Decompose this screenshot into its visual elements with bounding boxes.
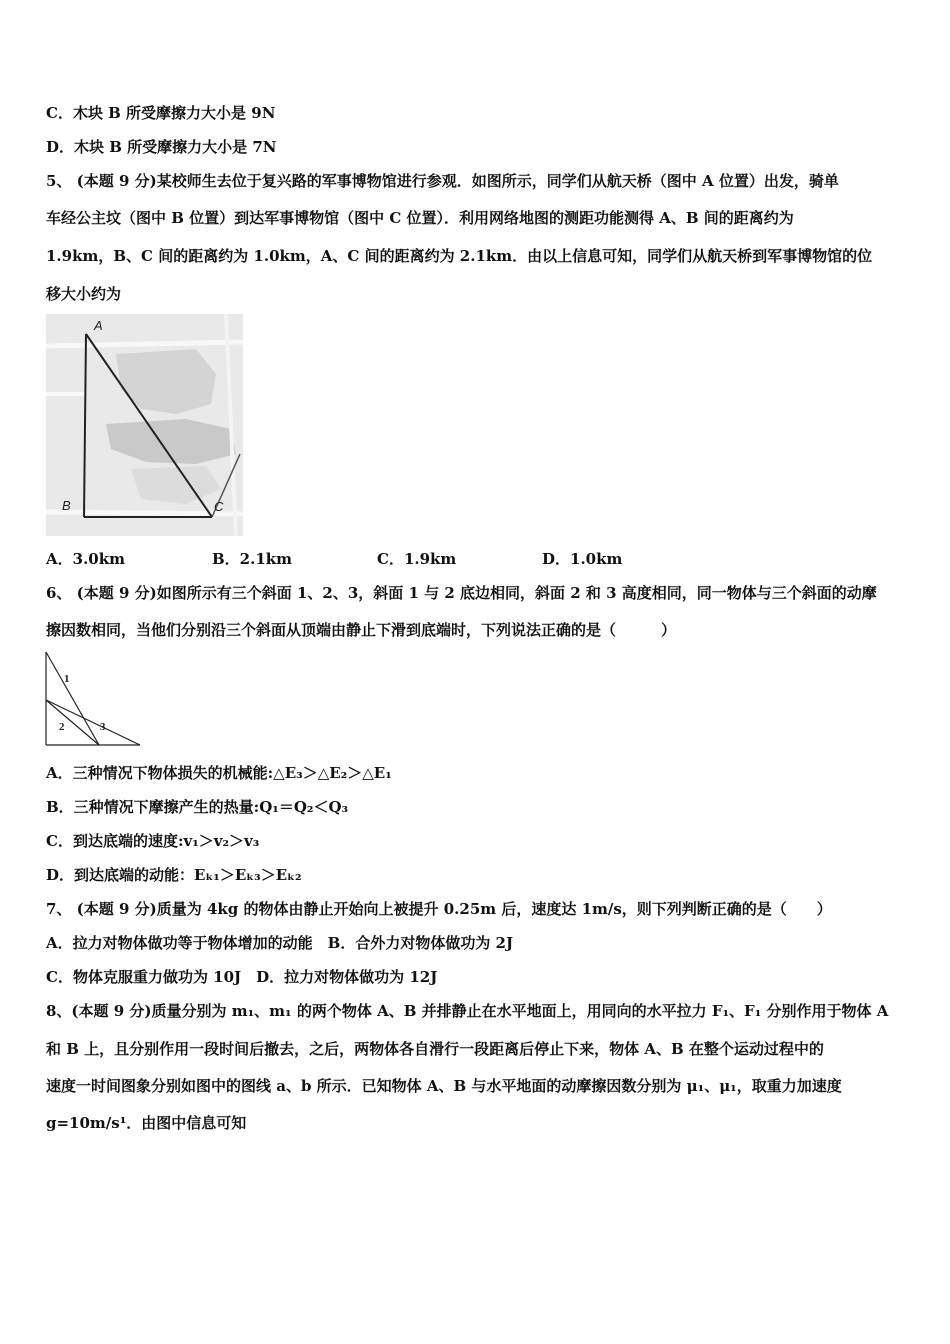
q6-option-b: B．三种情况下摩擦产生的热量:Q₁＝Q₂＜Q₃	[46, 798, 349, 816]
incline-label-3: 3	[100, 721, 106, 733]
q5-text-line2: 车经公主坟（图中 B 位置）到达军事博物馆（图中 C 位置）．利用网络地图的测距功能测得 A、B 间的距离约为	[46, 209, 794, 227]
q5-choice-a: A．3.0km	[46, 550, 125, 568]
q7-options-cd: C．物体克服重力做功为 10J D．拉力对物体做功为 12J	[46, 968, 438, 986]
q6-option-c: C．到达底端的速度:v₁＞v₂＞v₃	[46, 832, 260, 850]
q6-text-line2: 擦因数相同，当他们分别沿三个斜面从顶端由静止下滑到底端时，下列说法正确的是（ ）	[46, 621, 677, 639]
q4-option-d: D．木块 B 所受摩擦力大小是 7N	[46, 138, 277, 156]
incline-label-1: 1	[64, 673, 70, 685]
q5-choice-b: B．2.1km	[212, 550, 293, 568]
q5-text-line1: 5、 (本题 9 分)某校师生去位于复兴路的军事博物馆进行参观．如图所示，同学们从航天桥（图中 A 位置）出发，骑单	[46, 172, 839, 190]
q7-text-line1: 7、 (本题 9 分)质量为 4kg 的物体由静止开始向上被提升 0.25m 后，速度达 1m/s，则下列判断正确的是（ ）	[46, 900, 832, 918]
incline-label-2: 2	[59, 721, 65, 733]
q8-text-line1: 8、(本题 9 分)质量分别为 m₁、m₁ 的两个物体 A、B 并排静止在水平地面上，用同向的水平拉力 F₁、F₁ 分别作用于物体 A	[46, 1002, 889, 1020]
q8-text-line4: g=10m/s¹．由图中信息可知	[46, 1114, 247, 1132]
q6-option-a: A．三种情况下物体损失的机械能:△E₃＞△E₂＞△E₁	[46, 764, 392, 782]
map-figure	[46, 314, 243, 536]
q5-choice-c: C．1.9km	[377, 550, 457, 568]
map-label-a: A	[94, 318, 103, 333]
q5-choice-d: D．1.0km	[542, 550, 623, 568]
q8-text-line2: 和 B 上，且分别作用一段时间后撤去，之后，两物体各自滑行一段距离后停止下来，物体 A、B 在整个运动过程中的	[46, 1040, 824, 1058]
q8-text-line3: 速度一时间图象分别如图中的图线 a、b 所示．已知物体 A、B 与水平地面的动摩擦因数分别为 μ₁、μ₁，取重力加速度	[46, 1077, 842, 1095]
q6-text-line1: 6、 (本题 9 分)如图所示有三个斜面 1、2、3，斜面 1 与 2 底边相同，斜面 2 和 3 高度相同，同一物体与三个斜面的动摩	[46, 584, 877, 602]
q5-text-line4: 移大小约为	[46, 285, 122, 303]
q5-text-line3: 1.9km，B、C 间的距离约为 1.0km，A、C 间的距离约为 2.1km．由以上信息可知，同学们从航天桥到军事博物馆的位	[46, 247, 873, 265]
map-label-c: C	[214, 499, 224, 514]
q4-option-c: C．木块 B 所受摩擦力大小是 9N	[46, 104, 276, 122]
q7-options-ab: A．拉力对物体做功等于物体增加的动能 B．合外力对物体做功为 2J	[46, 934, 514, 952]
map-label-b: B	[62, 498, 71, 513]
q6-option-d: D．到达底端的动能：Eₖ₁＞Eₖ₃＞Eₖ₂	[46, 866, 302, 884]
incline-figure	[44, 650, 144, 748]
